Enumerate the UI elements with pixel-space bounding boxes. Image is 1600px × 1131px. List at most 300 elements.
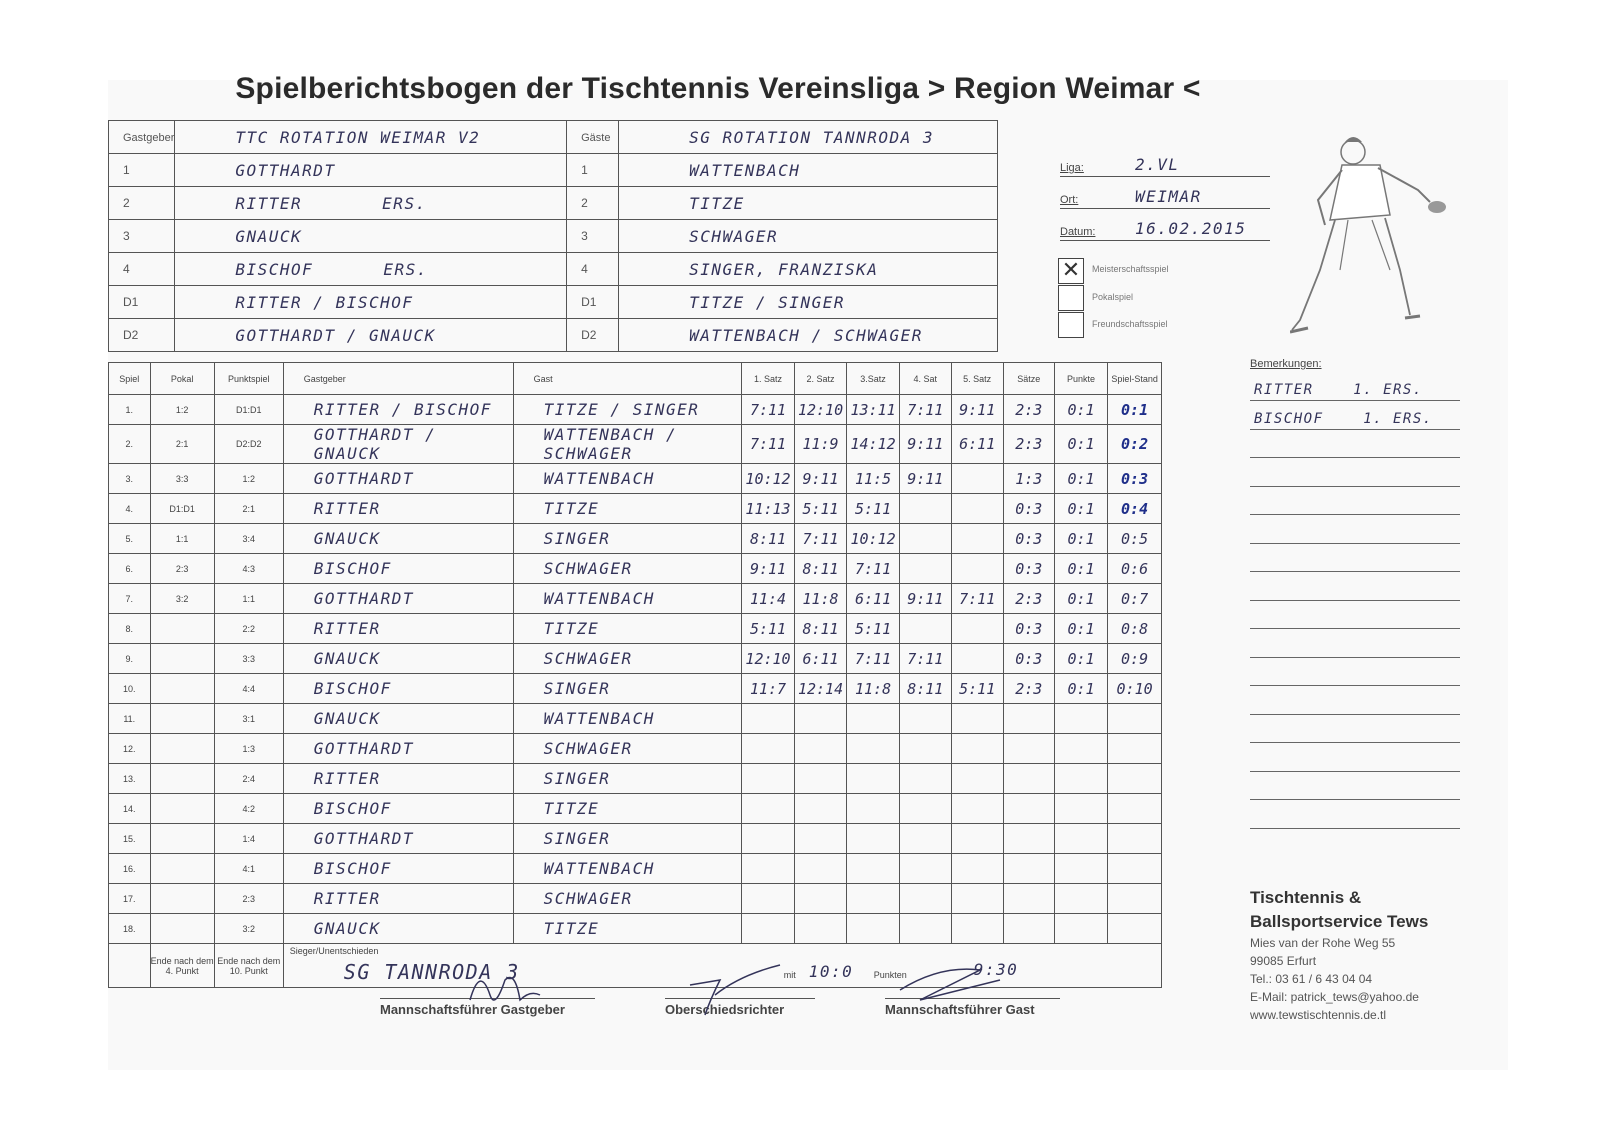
game-guest-player: TITZE bbox=[513, 494, 742, 524]
game-host-player: GOTTHARDT bbox=[283, 734, 513, 764]
game-host-player: RITTER bbox=[283, 614, 513, 644]
game-number: 8. bbox=[109, 614, 151, 644]
game-satz5 bbox=[951, 884, 1003, 914]
game-satz1: 11:13 bbox=[742, 494, 795, 524]
game-pokal bbox=[150, 914, 214, 944]
game-pokal: 2:1 bbox=[150, 425, 214, 464]
game-spielstand bbox=[1108, 824, 1162, 854]
game-pokal: 3:3 bbox=[150, 464, 214, 494]
game-satz1: 11:4 bbox=[742, 584, 795, 614]
game-spielstand: 0:9 bbox=[1108, 644, 1162, 674]
checkbox-meisterschaft[interactable]: ✕ bbox=[1058, 258, 1084, 284]
game-satz2 bbox=[794, 884, 847, 914]
game-number: 16. bbox=[109, 854, 151, 884]
game-satz4 bbox=[899, 884, 951, 914]
game-satz3: 6:11 bbox=[847, 584, 900, 614]
game-row bbox=[109, 464, 1162, 494]
game-satz3 bbox=[847, 884, 900, 914]
game-guest-player: SINGER bbox=[513, 824, 742, 854]
label-pokalspiel: Pokalspiel bbox=[1092, 292, 1134, 302]
game-punktspiel: D1:D1 bbox=[214, 395, 283, 425]
liga-value: 2.VL bbox=[1135, 155, 1180, 174]
game-satz5: 9:11 bbox=[951, 395, 1003, 425]
game-satz5 bbox=[951, 614, 1003, 644]
game-satz2 bbox=[794, 794, 847, 824]
game-guest-player: WATTENBACH bbox=[513, 584, 742, 614]
game-saetze: 1:3 bbox=[1003, 464, 1054, 494]
game-satz5 bbox=[951, 764, 1003, 794]
game-satz2: 7:11 bbox=[794, 524, 847, 554]
game-satz1: 5:11 bbox=[742, 614, 795, 644]
game-satz1: 7:11 bbox=[742, 425, 795, 464]
game-punkte bbox=[1054, 854, 1107, 884]
game-host-player: BISCHOF bbox=[283, 554, 513, 584]
game-punkte: 0:1 bbox=[1054, 464, 1107, 494]
game-satz3: 5:11 bbox=[847, 494, 900, 524]
guest-player-name: WATTENBACH / SCHWAGER bbox=[619, 319, 998, 352]
game-saetze: 2:3 bbox=[1003, 584, 1054, 614]
game-satz4: 9:11 bbox=[899, 425, 951, 464]
game-number: 11. bbox=[109, 704, 151, 734]
player-row: D1 RITTER / BISCHOF D1 TITZE / SINGER bbox=[109, 286, 998, 319]
checkbox-freundschaft[interactable] bbox=[1058, 312, 1084, 338]
game-spielstand: 0:5 bbox=[1108, 524, 1162, 554]
game-number: 4. bbox=[109, 494, 151, 524]
game-saetze bbox=[1003, 764, 1054, 794]
game-satz4: 8:11 bbox=[899, 674, 951, 704]
signature-host-label: Mannschaftsführer Gastgeber bbox=[380, 1002, 565, 1017]
game-satz4: 9:11 bbox=[899, 464, 951, 494]
company-name-1: Tischtennis & bbox=[1250, 888, 1362, 907]
game-punktspiel: 2:1 bbox=[214, 494, 283, 524]
remark-line bbox=[1250, 515, 1460, 544]
game-satz4 bbox=[899, 734, 951, 764]
game-satz4 bbox=[899, 914, 951, 944]
game-spielstand: 0:7 bbox=[1108, 584, 1162, 614]
game-punktspiel: 3:3 bbox=[214, 644, 283, 674]
remarks-section bbox=[1250, 358, 1460, 427]
game-number: 13. bbox=[109, 764, 151, 794]
game-satz2 bbox=[794, 734, 847, 764]
game-host-player: BISCHOF bbox=[283, 854, 513, 884]
remark-line bbox=[1250, 572, 1460, 601]
col-satz1: 1. Satz bbox=[742, 363, 795, 395]
game-punkte: 0:1 bbox=[1054, 395, 1107, 425]
games-table bbox=[108, 362, 1162, 988]
game-satz2 bbox=[794, 764, 847, 794]
remarks-label: Bemerkungen: bbox=[1250, 358, 1322, 370]
game-host-player: RITTER / BISCHOF bbox=[283, 395, 513, 425]
company-street: Mies van der Rohe Weg 55 bbox=[1250, 936, 1396, 950]
game-guest-player: WATTENBACH bbox=[513, 854, 742, 884]
game-punkte: 0:1 bbox=[1054, 494, 1107, 524]
game-host-player: BISCHOF bbox=[283, 674, 513, 704]
game-number: 14. bbox=[109, 794, 151, 824]
game-satz5 bbox=[951, 704, 1003, 734]
game-satz3: 7:11 bbox=[847, 554, 900, 584]
game-satz3: 5:11 bbox=[847, 614, 900, 644]
game-satz3: 7:11 bbox=[847, 644, 900, 674]
game-number: 15. bbox=[109, 824, 151, 854]
game-number: 18. bbox=[109, 914, 151, 944]
game-satz1 bbox=[742, 884, 795, 914]
game-punkte: 0:1 bbox=[1054, 554, 1107, 584]
game-punkte: 0:1 bbox=[1054, 614, 1107, 644]
game-number: 12. bbox=[109, 734, 151, 764]
game-satz5 bbox=[951, 824, 1003, 854]
game-guest-player: SINGER bbox=[513, 764, 742, 794]
game-row bbox=[109, 494, 1162, 524]
game-host-player: GNAUCK bbox=[283, 704, 513, 734]
game-saetze: 0:3 bbox=[1003, 614, 1054, 644]
game-satz5 bbox=[951, 734, 1003, 764]
company-web[interactable]: www.tewstischtennis.de.tl bbox=[1250, 1008, 1387, 1022]
remark-line bbox=[1250, 743, 1460, 772]
remark-line bbox=[1250, 543, 1460, 572]
game-row bbox=[109, 914, 1162, 944]
game-satz1 bbox=[742, 854, 795, 884]
host-player-name: GOTTHARDT / GNAUCK bbox=[235, 325, 436, 345]
game-spielstand: 0:10 bbox=[1108, 674, 1162, 704]
label-meisterschaft: Meisterschaftsspiel bbox=[1092, 264, 1169, 274]
game-satz3 bbox=[847, 794, 900, 824]
game-satz3 bbox=[847, 854, 900, 884]
game-satz2 bbox=[794, 914, 847, 944]
host-player-name: RITTER / BISCHOF bbox=[235, 292, 414, 312]
game-saetze: 0:3 bbox=[1003, 494, 1054, 524]
game-saetze bbox=[1003, 914, 1054, 944]
game-satz5: 7:11 bbox=[951, 584, 1003, 614]
game-satz5 bbox=[951, 554, 1003, 584]
game-punktspiel: 1:4 bbox=[214, 824, 283, 854]
game-satz4 bbox=[899, 854, 951, 884]
game-satz2: 5:11 bbox=[794, 494, 847, 524]
game-host-player: GOTTHARDT / GNAUCK bbox=[283, 425, 513, 464]
remark-line bbox=[1250, 657, 1460, 686]
game-guest-player: TITZE bbox=[513, 914, 742, 944]
host-label: Gastgeber bbox=[109, 121, 175, 154]
game-guest-player: SINGER bbox=[513, 674, 742, 704]
game-satz2: 11:9 bbox=[794, 425, 847, 464]
game-punktspiel: 4:4 bbox=[214, 674, 283, 704]
remark-line bbox=[1250, 714, 1460, 743]
game-satz2 bbox=[794, 824, 847, 854]
game-spielstand: 0:8 bbox=[1108, 614, 1162, 644]
game-satz2: 11:8 bbox=[794, 584, 847, 614]
game-saetze bbox=[1003, 824, 1054, 854]
remark-line bbox=[1250, 458, 1460, 487]
game-number: 2. bbox=[109, 425, 151, 464]
game-number: 17. bbox=[109, 884, 151, 914]
game-satz2: 8:11 bbox=[794, 554, 847, 584]
game-punkte bbox=[1054, 914, 1107, 944]
game-satz4: 7:11 bbox=[899, 644, 951, 674]
game-guest-player: WATTENBACH bbox=[513, 704, 742, 734]
game-satz1 bbox=[742, 794, 795, 824]
remark-line bbox=[1250, 629, 1460, 658]
player-row: D2 GOTTHARDT / GNAUCK D2 WATTENBACH / SCHWAGER bbox=[109, 319, 998, 352]
game-host-player: GOTTHARDT bbox=[283, 824, 513, 854]
game-satz1 bbox=[742, 734, 795, 764]
game-satz5 bbox=[951, 494, 1003, 524]
game-satz3 bbox=[847, 764, 900, 794]
game-spielstand: 0:4 bbox=[1108, 494, 1162, 524]
game-punkte bbox=[1054, 764, 1107, 794]
game-pokal bbox=[150, 674, 214, 704]
game-satz1: 9:11 bbox=[742, 554, 795, 584]
game-spielstand bbox=[1108, 734, 1162, 764]
game-saetze: 0:3 bbox=[1003, 554, 1054, 584]
player-row: 1 GOTTHARDT 1 WATTENBACH bbox=[109, 154, 998, 187]
game-saetze: 2:3 bbox=[1003, 395, 1054, 425]
ort-row: Ort: WEIMAR bbox=[1060, 182, 1270, 209]
handwritten-signatures bbox=[460, 960, 1020, 1020]
host-player-note: ERS. bbox=[382, 193, 427, 213]
game-satz5 bbox=[951, 644, 1003, 674]
game-satz2: 12:14 bbox=[794, 674, 847, 704]
player-row: 2 RITTER ERS. 2 TITZE bbox=[109, 187, 998, 220]
mit-value: 10:0 bbox=[808, 962, 854, 981]
game-punkte: 0:1 bbox=[1054, 524, 1107, 554]
game-number: 5. bbox=[109, 524, 151, 554]
signature-guest-label: Mannschaftsführer Gast bbox=[885, 1002, 1035, 1017]
game-satz3 bbox=[847, 704, 900, 734]
game-guest-player: SCHWAGER bbox=[513, 644, 742, 674]
game-satz1: 10:12 bbox=[742, 464, 795, 494]
game-satz5 bbox=[951, 854, 1003, 884]
label-freundschaft: Freundschaftsspiel bbox=[1092, 319, 1168, 329]
game-satz1: 12:10 bbox=[742, 644, 795, 674]
game-satz4 bbox=[899, 554, 951, 584]
game-guest-player: WATTENBACH / SCHWAGER bbox=[513, 425, 742, 464]
game-satz3 bbox=[847, 824, 900, 854]
ende-punktspiel: Ende nach dem 10. Punkt bbox=[214, 944, 283, 988]
game-pokal bbox=[150, 704, 214, 734]
game-spielstand: 0:3 bbox=[1108, 464, 1162, 494]
game-satz2: 8:11 bbox=[794, 614, 847, 644]
game-punkte bbox=[1054, 884, 1107, 914]
col-satz5: 5. Satz bbox=[951, 363, 1003, 395]
game-satz1: 7:11 bbox=[742, 395, 795, 425]
game-spielstand: 0:6 bbox=[1108, 554, 1162, 584]
winner-label: Sieger/Unentschieden bbox=[289, 946, 379, 956]
guest-player-name: TITZE / SINGER bbox=[619, 286, 998, 319]
games-header-row bbox=[109, 363, 1162, 395]
game-punktspiel: 2:2 bbox=[214, 614, 283, 644]
game-pokal: D1:D1 bbox=[150, 494, 214, 524]
game-host-player: RITTER bbox=[283, 764, 513, 794]
game-punkte: 0:1 bbox=[1054, 425, 1107, 464]
host-team: TTC ROTATION WEIMAR V2 bbox=[175, 121, 567, 154]
game-satz5: 5:11 bbox=[951, 674, 1003, 704]
liga-row: Liga: 2.VL bbox=[1060, 150, 1270, 177]
host-player-name: BISCHOF bbox=[235, 259, 314, 279]
company-city: 99085 Erfurt bbox=[1250, 954, 1317, 968]
game-punktspiel: 2:3 bbox=[214, 884, 283, 914]
game-satz3: 14:12 bbox=[847, 425, 900, 464]
company-email[interactable]: E-Mail: patrick_tews@yahoo.de bbox=[1250, 990, 1419, 1004]
col-saetze: Sätze bbox=[1003, 363, 1054, 395]
game-satz4 bbox=[899, 824, 951, 854]
table-tennis-player-illustration bbox=[1290, 130, 1465, 345]
page-title: Spielberichtsbogen der Tischtennis Vereinsliga > Region Weimar < bbox=[235, 72, 1201, 105]
remark-line bbox=[1250, 686, 1460, 715]
game-satz1: 11:7 bbox=[742, 674, 795, 704]
remark-line bbox=[1250, 372, 1460, 401]
game-satz1 bbox=[742, 704, 795, 734]
game-row bbox=[109, 704, 1162, 734]
game-host-player: GNAUCK bbox=[283, 644, 513, 674]
game-host-player: GOTTHARDT bbox=[283, 464, 513, 494]
company-tel: Tel.: 03 61 / 6 43 04 04 bbox=[1250, 972, 1373, 986]
game-satz4 bbox=[899, 764, 951, 794]
punkten-label: Punkten bbox=[873, 970, 907, 980]
game-saetze: 2:3 bbox=[1003, 425, 1054, 464]
game-row bbox=[109, 524, 1162, 554]
game-host-player: BISCHOF bbox=[283, 794, 513, 824]
game-satz4 bbox=[899, 704, 951, 734]
game-row bbox=[109, 644, 1162, 674]
game-pokal bbox=[150, 824, 214, 854]
game-number: 10. bbox=[109, 674, 151, 704]
game-punkte bbox=[1054, 794, 1107, 824]
game-row bbox=[109, 854, 1162, 884]
game-satz3 bbox=[847, 734, 900, 764]
saetze-total: 9:30 bbox=[973, 960, 1019, 979]
col-spiel: Spiel bbox=[109, 363, 151, 395]
game-satz3: 13:11 bbox=[847, 395, 900, 425]
game-row bbox=[109, 824, 1162, 854]
game-row bbox=[109, 395, 1162, 425]
host-player-name: RITTER bbox=[235, 193, 303, 213]
mit-label: mit bbox=[783, 970, 796, 980]
game-spielstand bbox=[1108, 884, 1162, 914]
game-spielstand: 0:2 bbox=[1108, 425, 1162, 464]
game-pokal bbox=[150, 794, 214, 824]
col-punkte: Punkte bbox=[1054, 363, 1107, 395]
game-punktspiel: 1:2 bbox=[214, 464, 283, 494]
remark-line bbox=[1250, 486, 1460, 515]
remark-line bbox=[1250, 800, 1460, 829]
guest-player-name: TITZE bbox=[619, 187, 998, 220]
game-guest-player: TITZE bbox=[513, 794, 742, 824]
game-satz5 bbox=[951, 524, 1003, 554]
game-punktspiel: 3:4 bbox=[214, 524, 283, 554]
game-punktspiel: 4:2 bbox=[214, 794, 283, 824]
game-punkte bbox=[1054, 824, 1107, 854]
game-spielstand bbox=[1108, 704, 1162, 734]
games-body bbox=[109, 395, 1162, 944]
game-row bbox=[109, 674, 1162, 704]
game-saetze: 0:3 bbox=[1003, 644, 1054, 674]
game-guest-player: TITZE / SINGER bbox=[513, 395, 742, 425]
game-guest-player: SCHWAGER bbox=[513, 554, 742, 584]
ort-value: WEIMAR bbox=[1135, 187, 1202, 206]
game-satz5: 6:11 bbox=[951, 425, 1003, 464]
game-host-player: RITTER bbox=[283, 884, 513, 914]
game-punkte bbox=[1054, 734, 1107, 764]
game-pokal bbox=[150, 614, 214, 644]
game-satz3 bbox=[847, 914, 900, 944]
winner-value: SG TANNRODA 3 bbox=[343, 960, 520, 984]
game-guest-player: SINGER bbox=[513, 524, 742, 554]
game-row bbox=[109, 794, 1162, 824]
player-row: 4 BISCHOF ERS. 4 SINGER, FRANZISKA bbox=[109, 253, 998, 286]
game-guest-player: WATTENBACH bbox=[513, 464, 742, 494]
teams-table bbox=[108, 120, 998, 352]
game-row bbox=[109, 764, 1162, 794]
game-guest-player: SCHWAGER bbox=[513, 734, 742, 764]
game-row bbox=[109, 425, 1162, 464]
game-satz2: 9:11 bbox=[794, 464, 847, 494]
game-satz1: 8:11 bbox=[742, 524, 795, 554]
game-number: 6. bbox=[109, 554, 151, 584]
game-satz4 bbox=[899, 614, 951, 644]
game-punktspiel: D2:D2 bbox=[214, 425, 283, 464]
game-pokal: 3:2 bbox=[150, 584, 214, 614]
game-satz4 bbox=[899, 494, 951, 524]
company-name-2: Ballsportservice Tews bbox=[1250, 912, 1429, 931]
game-row bbox=[109, 734, 1162, 764]
col-gast: Gast bbox=[513, 363, 742, 395]
checkbox-pokalspiel[interactable] bbox=[1058, 285, 1084, 311]
col-spielstand: Spiel-Stand bbox=[1108, 363, 1162, 395]
game-punktspiel: 4:1 bbox=[214, 854, 283, 884]
game-pokal: 1:1 bbox=[150, 524, 214, 554]
game-pokal bbox=[150, 764, 214, 794]
game-spielstand: 0:1 bbox=[1108, 395, 1162, 425]
game-punkte: 0:1 bbox=[1054, 584, 1107, 614]
game-saetze: 2:3 bbox=[1003, 674, 1054, 704]
game-satz4 bbox=[899, 524, 951, 554]
game-satz2 bbox=[794, 854, 847, 884]
game-satz2: 6:11 bbox=[794, 644, 847, 674]
game-saetze: 0:3 bbox=[1003, 524, 1054, 554]
game-satz2: 12:10 bbox=[794, 395, 847, 425]
game-satz5 bbox=[951, 794, 1003, 824]
remark-line bbox=[1250, 429, 1460, 458]
company-block bbox=[1250, 886, 1500, 1024]
game-satz3: 11:5 bbox=[847, 464, 900, 494]
game-satz1 bbox=[742, 914, 795, 944]
game-saetze bbox=[1003, 884, 1054, 914]
game-punktspiel: 1:3 bbox=[214, 734, 283, 764]
host-player-note: ERS. bbox=[383, 259, 428, 279]
game-pokal bbox=[150, 734, 214, 764]
guest-player-name: SINGER, FRANZISKA bbox=[619, 253, 998, 286]
signature-referee-label: Oberschiedsrichter bbox=[665, 1002, 785, 1017]
game-number: 1. bbox=[109, 395, 151, 425]
guest-player-name: WATTENBACH bbox=[619, 154, 998, 187]
game-satz3: 10:12 bbox=[847, 524, 900, 554]
game-spielstand bbox=[1108, 854, 1162, 884]
player-row: 3 GNAUCK 3 SCHWAGER bbox=[109, 220, 998, 253]
game-host-player: RITTER bbox=[283, 494, 513, 524]
remark-line bbox=[1250, 600, 1460, 629]
col-gastgeber: Gastgeber bbox=[283, 363, 513, 395]
game-row bbox=[109, 884, 1162, 914]
game-pokal: 1:2 bbox=[150, 395, 214, 425]
game-pokal bbox=[150, 644, 214, 674]
game-satz4: 7:11 bbox=[899, 395, 951, 425]
game-satz1 bbox=[742, 824, 795, 854]
game-satz3: 11:8 bbox=[847, 674, 900, 704]
guest-label: Gäste bbox=[567, 121, 619, 154]
game-row bbox=[109, 584, 1162, 614]
game-host-player: GNAUCK bbox=[283, 524, 513, 554]
game-satz1 bbox=[742, 764, 795, 794]
remark-text: RITTER 1. ERS. bbox=[1254, 382, 1423, 398]
